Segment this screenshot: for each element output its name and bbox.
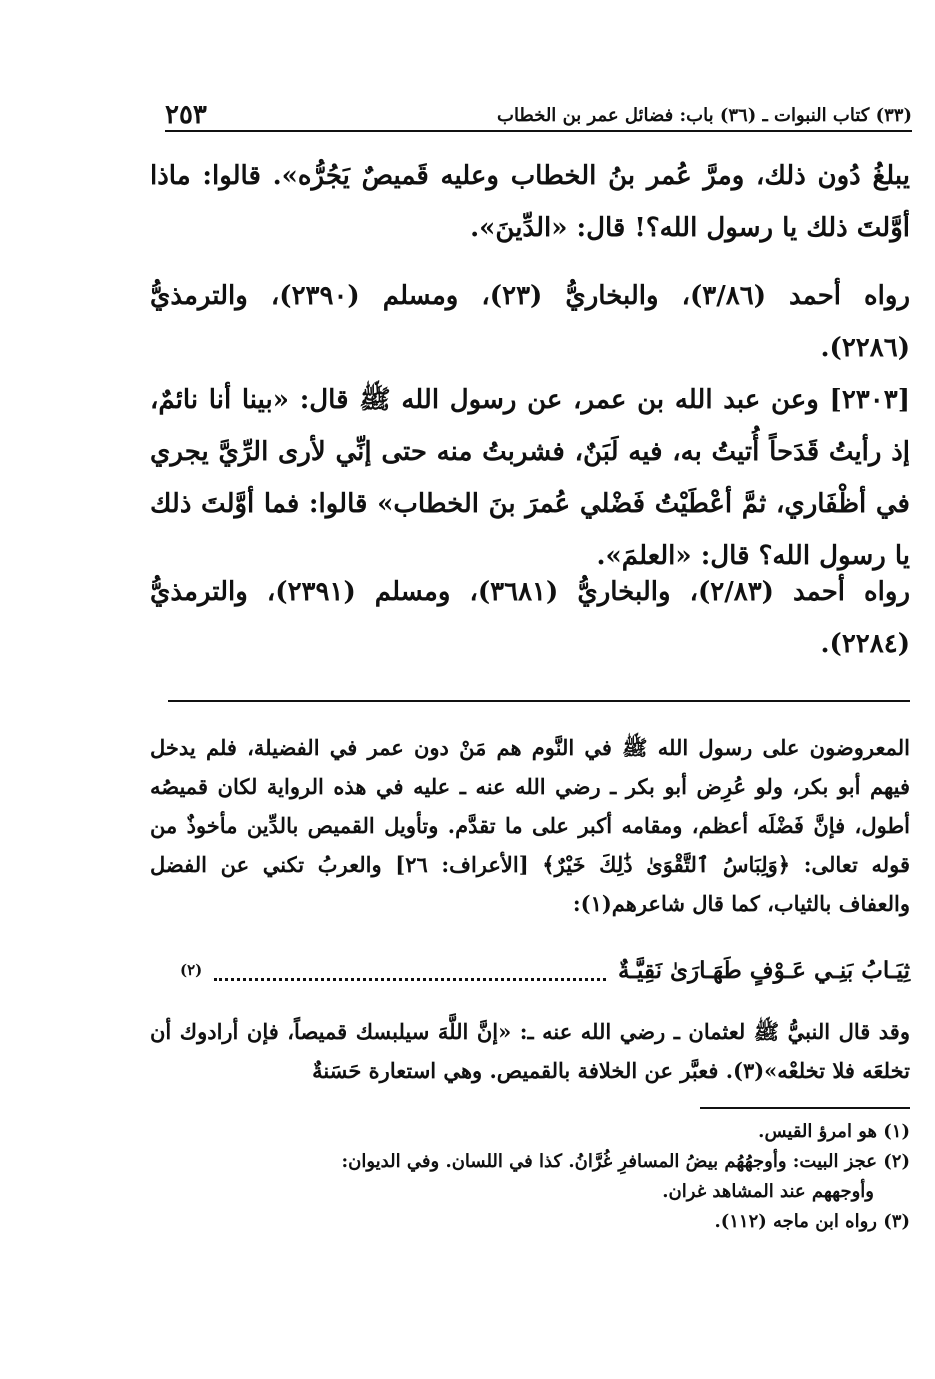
footnote-3: (٣) رواه ابن ماجه (١١٢).	[714, 1211, 910, 1232]
commentary-paragraph-2: وقد قال النبيُّ ﷺ لعثمان ـ رضي الله عنه ـ: «إنَّ اللَّهَ سيلبسك قميصاً، فإن أرادوك أن تخلعَه فلا تخلعْه»(٣). فعبَّر عن الخلافة بالقميص. وهي استعارة حَسَنةٌ	[150, 1019, 910, 1083]
verse-text: ثِيَـابُ بَنِـي عَـوْفٍ طَهَـارَىٰ نَقِيَّـةٌ	[617, 956, 910, 984]
footnote-2: (٢) عجز البيت: وأوجهُهُم بيضُ المسافرِ غُرَّانُ. كذا في اللسان. وفي الديوان:	[341, 1151, 910, 1172]
paragraph-hadith-2303: [٢٣٠٣] وعن عبد الله بن عمر، عن رسول الله ﷺ قال: «بينا أنا نائمٌ، إذ رأيتُ قَدَحاً أُتيتُ به، فيه لَبَنٌ، فشربتُ منه حتى إنِّي لأرى الرِّيَّ يجري في أظْفَاري، ثمَّ أعْطَيْتُ فَضْلي عُمرَ بنَ الخطاب» قالوا: فما أوَّلتَ ذلك يا رسول الله؟ قال: «العلمَ».	[150, 385, 910, 571]
paragraph-source-2: رواه أحمد (٢/٨٣)، والبخاريُّ (٣٦٨١)، ومسلم (٢٣٩١)، والترمذيُّ (٢٢٨٤).	[150, 577, 911, 659]
page-number: ٢٥٣	[165, 100, 207, 130]
hadith-source-1	[150, 270, 910, 374]
footnote-divider	[700, 1107, 910, 1109]
hadith-text-1	[150, 150, 910, 254]
verse-ellipsis	[214, 960, 606, 981]
commentary-paragraph-1: المعروضون على رسول الله ﷺ في النَّوم هم مَنْ دون عمر في الفضيلة، فلم يدخل فيهم أبو بكر، ولو عُرِض أبو بكر ـ رضي الله عنه ـ عليه في هذه الرواية لكان قميصُه أطول، فإنَّ فَضْلَه أعظم، ومقامه أكبر على ما تقدَّم. وتأويل القميص بالدِّين مأخوذٌ من قوله تعالى: ﴿وَلِبَاسُ ٱلتَّقْوَىٰ ذَٰلِكَ خَيْرٌ﴾ [الأعراف: ٢٦] والعربُ تكني عن الفضل والعفاف بالثياب، كما قال شاعرهم(١):	[150, 735, 911, 916]
paragraph-hadith-end: يبلغُ دُون ذلك، ومرَّ عُمر بنُ الخطاب وعليه قَميصٌ يَجُرُّه». قالوا: ماذا أوَّلتَ ذلك يا رسول الله؟! قال: «الدِّينَ».	[150, 161, 910, 243]
poetry-verse	[180, 950, 910, 990]
footnote-2-continuation: وأوجههم عند المشاهد غران.	[662, 1181, 874, 1202]
hadith-text-2	[150, 374, 910, 582]
section-divider	[168, 700, 910, 702]
footnote-1: (١) هو امرؤ القيس.	[758, 1121, 910, 1142]
hadith-source-2	[150, 566, 910, 670]
commentary-block-1	[150, 728, 910, 923]
page-header	[165, 100, 912, 132]
commentary-block-2	[150, 1012, 910, 1090]
footnotes	[150, 1117, 910, 1237]
verse-footnote-ref: (٢)	[180, 961, 203, 979]
paragraph-source-1: رواه أحمد (٣/٨٦)، والبخاريُّ (٢٣)، ومسلم (٢٣٩٠)، والترمذيُّ (٢٢٨٦).	[150, 281, 911, 363]
running-title: (٣٣) كتاب النبوات ـ (٣٦) باب: فضائل عمر بن الخطاب	[497, 104, 912, 126]
